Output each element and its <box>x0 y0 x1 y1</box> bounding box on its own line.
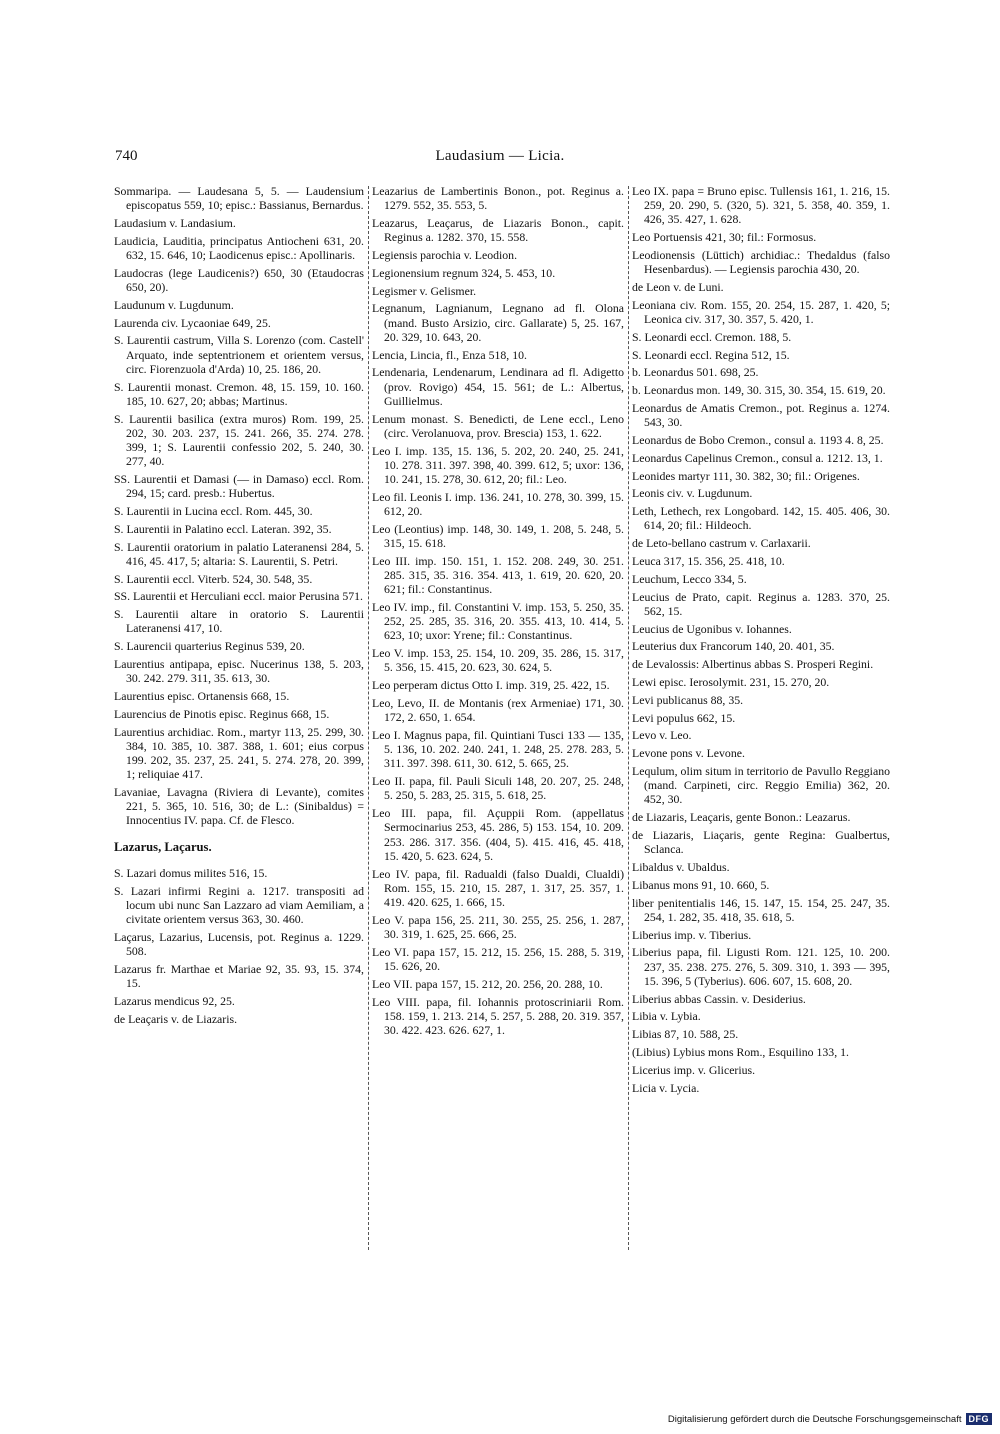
index-entry: Laçarus, Lazarius, Lucensis, pot. Reginus a. 1229. 508. <box>114 929 364 958</box>
index-entry: Legismer v. Gelismer. <box>372 283 477 298</box>
dfg-logo: DFG <box>966 1413 993 1425</box>
index-entry: Leazarius de Lambertinis Bonon., pot. Reginus a. 1279. 552, 35. 553, 5. <box>372 184 624 213</box>
index-entry: Lewi episc. Ierosolymit. 231, 15. 270, 20. <box>632 674 830 689</box>
index-entry: S. Laurentii in Lucina eccl. Rom. 445, 30. <box>114 504 313 518</box>
index-entry: Levone pons v. Levone. <box>632 746 745 761</box>
index-entry: Laudicia, Lauditia, principatus Antiocheni 631, 20. 632, 15. 646, 10; Laodicenus episc.: Apollinaris. <box>114 233 364 262</box>
index-entry: Laurentius archidiac. Rom., martyr 113, 25. 299, 30. 384, 10. 385, 10. 387. 388, 1. 601; eius corpus 199. 202, 35. 237, 25. 241, 5. 274. 278, 20. 399, 1; reliquiae 417. <box>114 724 364 782</box>
index-entry: Leo VIII. papa, fil. Iohannis protoscriniarii Rom. 158. 159, 1. 213. 214, 5. 257, 5. 288, 20. 319. 357, 30. 422. 423. 626. 627, 1. <box>372 994 624 1038</box>
index-entry: Leuchum, Lecco 334, 5. <box>632 571 747 586</box>
index-entry: Leo I. imp. 135, 15. 136, 5. 202, 20. 240, 25. 241, 10. 278. 311. 397. 398, 40. 399. 612, 5; uxor: 136, 10. 241, 15. 278, 30. 612, 20; fil.: Leo. <box>372 443 624 486</box>
index-entry: S. Laurentii in Palatino eccl. Lateran. 392, 35. <box>114 521 332 536</box>
index-entry: Laudunum v. Lugdunum. <box>114 297 234 312</box>
index-entry: Leo VI. papa 157, 15. 212, 15. 256, 15. 288, 5. 319, 15. 626, 20. <box>372 944 624 974</box>
index-entry: S. Laurentii eccl. Viterb. 524, 30. 548, 35. <box>114 571 313 586</box>
index-entry: Lazarus mendicus 92, 25. <box>114 993 235 1008</box>
index-entry: Leonardus Capelinus Cremon., consul a. 1212. 13, 1. <box>632 450 883 465</box>
index-entry: Lavaniae, Lavagna (Riviera di Levante), comites 221, 5. 365, 10. 516, 30; de L.: (Sinibaldus) = Innocentius IV. papa. Cf. de Flesco. <box>114 784 364 828</box>
index-column-1 <box>114 184 364 1264</box>
index-entry: S. Laurentii altare in oratorio S. Laurentii Lateranensi 417, 10. <box>114 607 364 636</box>
index-entry: S. Laurentii basilica (extra muros) Rom. 199, 25. 202, 30. 203. 237, 15. 241. 266, 35. 274. 278. 399, 1; S. Laurentii confessio 202, 5. 240, 30. 277, 40. <box>114 411 364 469</box>
index-entry: Leo V. papa 156, 25. 211, 30. 255, 25. 256, 1. 287, 30. 319, 1. 625, 25. 666, 25. <box>372 912 624 942</box>
index-entry: de Liazaris, Liaçaris, gente Regina: Gualbertus, Sclanca. <box>632 827 890 857</box>
index-entry: Libanus mons 91, 10. 660, 5. <box>632 877 770 892</box>
index-entry: S. Lazari domus milites 516, 15. <box>114 865 268 880</box>
index-entry: liber penitentialis 146, 15. 147, 15. 154, 25. 247, 35. 254, 1. 282, 35. 418, 35. 618, 5. <box>632 895 890 924</box>
index-entry: Leo III. imp. 150. 151, 1. 152. 208. 249, 30. 251. 285. 315, 35. 316. 354. 413, 1. 619, 20. 620, 20. 621; fil.: Constantinus. <box>372 553 624 597</box>
page-title: Laudasium — Licia. <box>435 148 565 164</box>
index-entry: Leucius de Ugonibus v. Iohannes. <box>632 621 792 636</box>
index-entry: Liberius abbas Cassin. v. Desiderius. <box>632 991 806 1006</box>
index-entry: Leuca 317, 15. 356, 25. 418, 10. <box>632 553 785 568</box>
index-entry: S. Lazari infirmi Regini a. 1217. transpositi ad locum ubi nunc San Lazzaro ad viam Aemiliam, a civitate orientem versus 363, 30. 460. <box>114 883 364 926</box>
index-entry: b. Leonardus mon. 149, 30. 315, 30. 354, 15. 619, 20. <box>632 383 886 398</box>
index-entry: Leo III. papa, fil. Açuppii Rom. (appellatus Sermocinarius 253, 45. 286, 5) 153. 154, 10. 209. 253. 286. 317. 356. (404, 5). 415. 416, 45. 418, 15. 420, 5. 623. 624, 5. <box>372 806 624 863</box>
index-entry: Leo V. imp. 153, 25. 154, 10. 209, 35. 286, 15. 317, 5. 356, 15. 415, 20. 623, 30. 624, 5. <box>372 646 624 675</box>
index-entry: Leonardus de Amatis Cremon., pot. Reginus a. 1274. 543, 30. <box>632 400 890 430</box>
section-heading: Lazarus, Laçarus. <box>114 839 212 854</box>
index-entry: Leo perperam dictus Otto I. imp. 319, 25. 422, 15. <box>372 678 610 693</box>
index-entry: Leucius de Prato, capit. Reginus a. 1283. 370, 25. 562, 15. <box>632 589 890 618</box>
index-entry: Sommaripa. — Laudesana 5, 5. — Laudensium episcopatus 559, 10; episc.: Bassianus, Bernardus. <box>114 184 364 213</box>
index-entry: de Leon v. de Luni. <box>632 280 724 294</box>
index-columns <box>114 184 890 1264</box>
index-entry: Laurentius antipapa, episc. Nucerinus 138, 5. 203, 30. 242. 279. 311, 35. 613, 30. <box>114 656 364 686</box>
index-entry: Laurenda civ. Lycaoniae 649, 25. <box>114 315 271 330</box>
index-entry: de Levalossis: Albertinus abbas S. Prosperi Regini. <box>632 657 874 672</box>
index-entry: b. Leonardus 501. 698, 25. <box>632 365 759 380</box>
index-entry: Laurentius episc. Ortanensis 668, 15. <box>114 688 290 703</box>
index-entry: SS. Laurentii et Damasi (— in Damaso) eccl. Rom. 294, 15; card. presb.: Hubertus. <box>114 472 364 501</box>
index-entry: S. Leonardi eccl. Cremon. 188, 5. <box>632 329 792 344</box>
index-entry: Liberius papa, fil. Ligusti Rom. 121. 125, 10. 200. 237, 35. 238. 275. 276, 5. 309. 310, 1. 393 — 395, 15. 396, 5 (Tyberius). 606. 607, 15. 608, 20. <box>632 945 890 988</box>
index-entry: Licerius imp. v. Glicerius. <box>632 1062 756 1077</box>
index-entry: Leo, Levo, II. de Montanis (rex Armeniae) 171, 30. 172, 2. 650, 1. 654. <box>372 696 624 725</box>
footer-credit-text: Digitalisierung gefördert durch die Deutsche Forschungsgemeinschaft <box>667 1413 962 1425</box>
index-entry: Leazarus, Leaçarus, de Liazaris Bonon., capit. Reginus a. 1282. 370, 15. 558. <box>372 216 624 245</box>
column-divider <box>628 186 629 1250</box>
index-entry: Laurencius de Pinotis episc. Reginus 668, 15. <box>114 706 330 721</box>
index-entry: Leo IV. papa, fil. Radualdi (falso Dualdi, Clualdi) Rom. 155, 15. 210, 15. 287, 1. 317, 25. 357, 1. 419. 420. 625, 1. 666, 15. <box>372 866 624 910</box>
index-column-3 <box>632 184 890 1264</box>
index-entry: Libias 87, 10. 588, 25. <box>632 1027 739 1042</box>
index-entry: Leodionensis (Lüttich) archidiac.: Thedaldus (falso Hesenbardus). — Legiensis parochia 430, 20. <box>632 248 890 277</box>
column-divider <box>368 186 369 1250</box>
index-entry: Leo IX. papa = Bruno episc. Tullensis 161, 1. 216, 15. 259, 20. 290, 5. (320, 5). 321, 5. 358, 40. 359, 1. 426, 35. 427, 1. 628. <box>632 184 890 227</box>
index-entry: Leo IV. imp., fil. Constantini V. imp. 153, 5. 250, 35. 252, 25. 285, 35. 316, 20. 355. 413, 10. 414, 5. 623, 10; uxor: Yrene; fil.: Constantinus. <box>372 600 624 643</box>
footer-credit <box>668 1410 992 1428</box>
index-entry: Leoniana civ. Rom. 155, 20. 254, 15. 287, 1. 420, 5; Leonica civ. 317, 30. 357, 5. 420, 1. <box>632 297 890 326</box>
index-entry: Lendenaria, Lendenarum, Lendinara ad fl. Adigetto (prov. Rovigo) 454, 15. 561; de L.: Albertus, Guillielmus. <box>372 365 624 408</box>
running-head <box>115 148 885 172</box>
index-entry: Lencia, Lincia, fl., Enza 518, 10. <box>372 347 527 362</box>
index-entry: Levo v. Leo. <box>632 728 692 743</box>
index-entry: Lenum monast. S. Benedicti, de Lene eccl., Leno (circ. Verolanuova, prov. Brescia) 153, 1. 622. <box>372 411 624 440</box>
index-entry: Licia v. Lycia. <box>632 1080 700 1095</box>
index-entry: Leo II. papa, fil. Pauli Siculi 148, 20. 207, 25. 248, 5. 250, 5. 283, 25. 315, 5. 618, 25. <box>372 774 624 803</box>
index-entry: Leth, Lethech, rex Longobard. 142, 15. 405. 406, 30. 614, 20; fil.: Hildeoch. <box>632 504 890 533</box>
index-entry: S. Laurentii monast. Cremon. 48, 15. 159, 10. 160. 185, 10. 627, 20; abbas; Martinus. <box>114 379 364 408</box>
index-entry: Levi populus 662, 15. <box>632 710 736 725</box>
index-entry: Leonides martyr 111, 30. 382, 30; fil.: Origenes. <box>632 468 860 483</box>
index-entry: de Leaçaris v. de Liazaris. <box>114 1011 238 1026</box>
index-entry: (Libius) Lybius mons Rom., Esquilino 133, 1. <box>632 1044 849 1059</box>
index-entry: Leo I. Magnus papa, fil. Quintiani Tusci 133 — 135, 5. 136, 10. 202. 240. 241, 1. 248, 25. 278. 283, 5. 311. 397. 398. 611, 30. 612, 5. 665, 25. <box>372 728 624 771</box>
index-entry: S. Laurentii castrum, Villa S. Lorenzo (com. Castell' Arquato, inde septentrionem et orientem versus, circ. Fiorenzuola d'Arda) 10, 25. 186, 20. <box>114 333 364 376</box>
index-entry: S. Laurencii quarterius Reginus 539, 20. <box>114 639 305 654</box>
index-entry: Legiensis parochia v. Leodion. <box>372 248 518 262</box>
index-entry: SS. Laurentii et Herculiani eccl. maior Perusina 571. <box>114 589 363 604</box>
index-entry: Laudasium v. Landasium. <box>114 216 236 230</box>
index-entry: S. Laurentii oratorium in palatio Lateranensi 284, 5. 416, 45. 417, 5; altaria: S. Laurentii, S. Petri. <box>114 539 364 568</box>
index-entry: Legionensium regnum 324, 5. 453, 10. <box>372 265 556 280</box>
index-entry: Leo fil. Leonis I. imp. 136. 241, 10. 278, 30. 399, 15. 612, 20. <box>372 489 624 518</box>
index-entry: de Liazaris, Leaçaris, gente Bonon.: Leazarus. <box>632 810 851 825</box>
index-column-2 <box>372 184 624 1264</box>
index-entry: Leuterius dux Francorum 140, 20. 401, 35. <box>632 639 835 654</box>
index-entry: Libia v. Lybia. <box>632 1009 701 1024</box>
index-entry: Liberius imp. v. Tiberius. <box>632 927 752 942</box>
index-entry: Leonis civ. v. Lugdunum. <box>632 486 753 501</box>
index-entry: Leo (Leontius) imp. 148, 30. 149, 1. 208, 5. 248, 5. 315, 15. 618. <box>372 521 624 550</box>
index-entry: Leo VII. papa 157, 15. 212, 20. 256, 20. 288, 10. <box>372 976 603 991</box>
index-entry: Lazarus fr. Marthae et Mariae 92, 35. 93, 15. 374, 15. <box>114 961 364 990</box>
index-entry: Leonardus de Bobo Cremon., consul a. 1193 4. 8, 25. <box>632 432 884 447</box>
index-entry: Libaldus v. Ubaldus. <box>632 859 730 874</box>
index-entry: Levi publicanus 88, 35. <box>632 692 744 707</box>
index-entry: de Leto-bellano castrum v. Carlaxarii. <box>632 536 811 551</box>
page-number: 740 <box>115 148 138 164</box>
index-entry: Legnanum, Lagnianum, Legnano ad fl. Olona (mand. Busto Arsizio, circ. Gallarate) 5, 25. 167, 20. 329, 10. 643, 20. <box>372 301 624 344</box>
index-entry: Leo Portuensis 421, 30; fil.: Formosus. <box>632 230 817 245</box>
index-entry: Lequlum, olim situm in territorio de Pavullo Reggiano (mand. Carpineti, circ. Reggio Emilia) 362, 20. 452, 30. <box>632 763 890 807</box>
index-entry: S. Leonardi eccl. Regina 512, 15. <box>632 347 790 362</box>
index-entry: Laudocras (lege Laudicenis?) 650, 30 (Etaudocras 650, 20). <box>114 265 364 294</box>
